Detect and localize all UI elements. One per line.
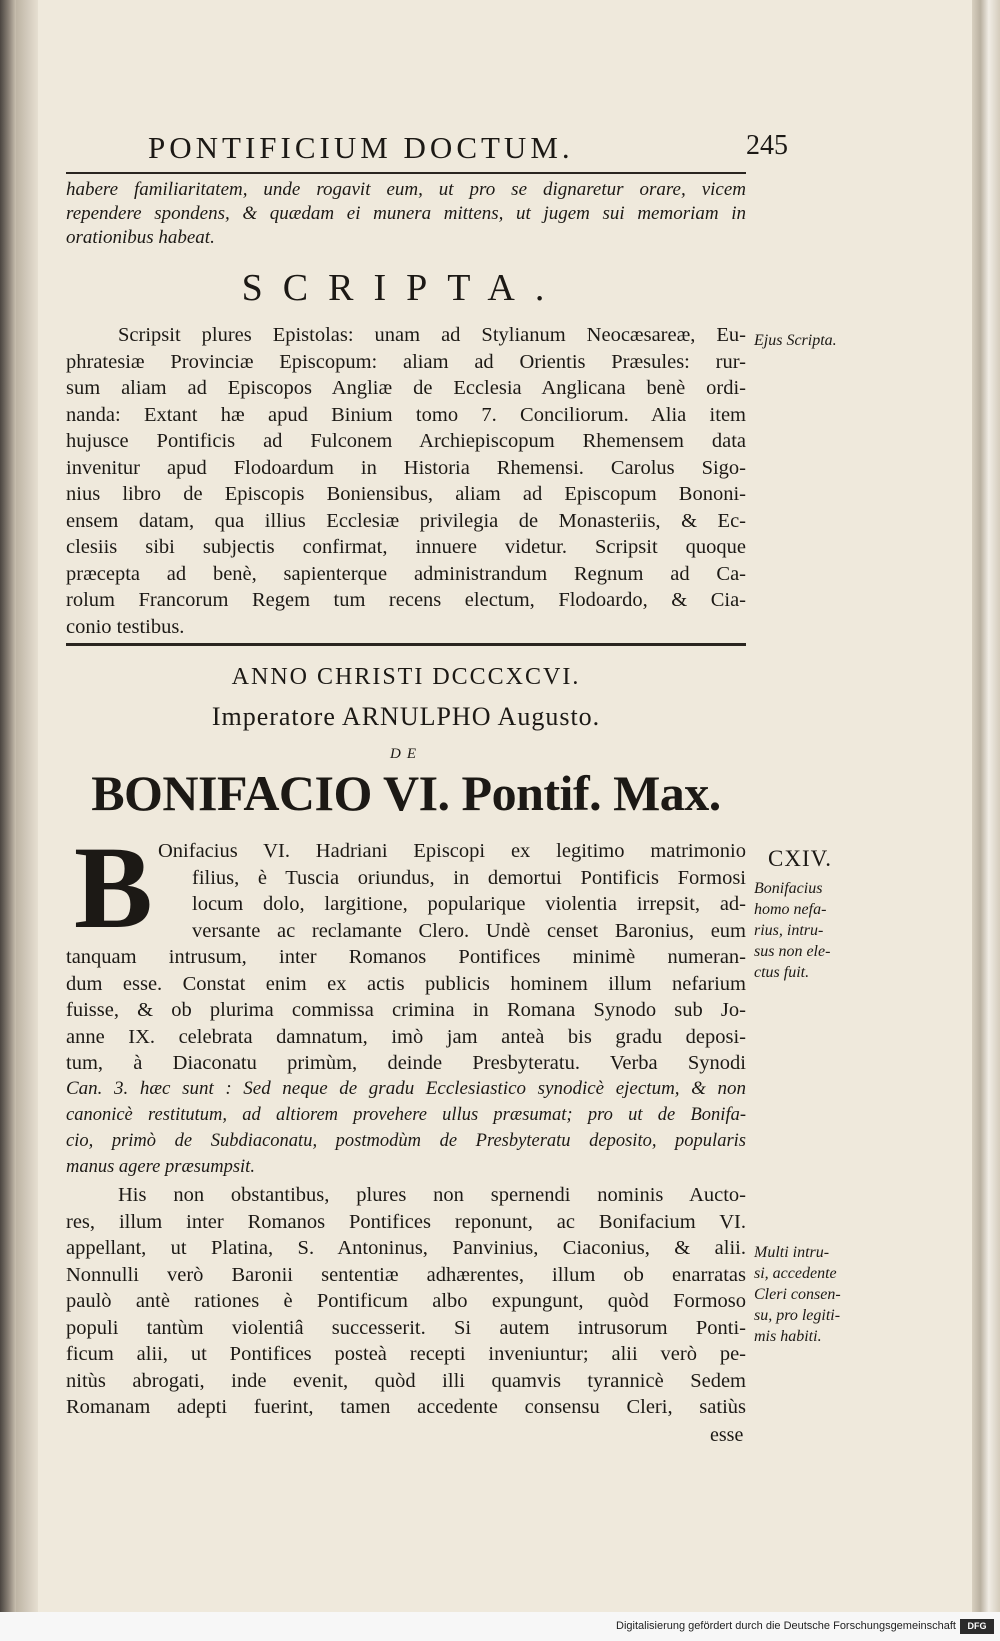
opening-line: versante ac reclamante Clero. Undè censet Baronius, eum	[192, 919, 746, 942]
sidenote-line: si, accedente	[754, 1265, 837, 1282]
scripta-line: nanda: Extant hæ apud Binium tomo 7. Conciliorum. Alia item	[66, 403, 746, 426]
sidenote-ejus-scripta: Ejus Scripta.	[754, 332, 837, 349]
body-line: populi tantùm violentiâ successerit. Si autem intrusorum Ponti-	[66, 1316, 746, 1339]
canon-line	[66, 1076, 746, 1103]
body-line: res, illum inter Romanos Pontifices reponunt, ac Bonifacium VI.	[66, 1210, 746, 1233]
body-line: Nonnulli verò Baronii sententiæ adhærentes, illum ob enarratas	[66, 1263, 746, 1286]
sidenote-multi-intrusi	[754, 1242, 884, 1347]
scripta-line: conio testibus.	[66, 615, 185, 638]
intro-paragraph	[66, 178, 746, 250]
intro-line: orationibus habeat.	[66, 227, 215, 248]
sidenote-line: sus non ele-	[754, 943, 831, 960]
sidenote-line: rius, intru-	[754, 922, 824, 939]
canon-quote-start: Sed neque de gradu Ecclesiastico synodicè ejectum, & non	[243, 1078, 747, 1099]
page-edges-right	[972, 0, 1000, 1612]
sidenote-line: Bonifacius	[754, 880, 823, 897]
sidenote-line: Cleri consen-	[754, 1286, 841, 1303]
scripta-line: rolum Francorum Regem tum recens electum, Flodoardo, & Cia-	[66, 589, 746, 611]
book-page	[38, 0, 972, 1612]
sidenote-line: homo nefa-	[754, 901, 827, 918]
scripta-heading: SCRIPTA.	[241, 267, 565, 309]
canon-label: Can. 3. hæc sunt :	[66, 1078, 232, 1099]
sidenote-line: mis habiti.	[754, 1328, 822, 1345]
sidenote-line: ctus fuit.	[754, 964, 810, 981]
opening-line: locum dolo, largitione, popularique violentia irrepsit, ad-	[192, 893, 746, 915]
page-number: 245	[746, 130, 788, 161]
running-title: PONTIFICIUM DOCTUM.	[148, 130, 574, 165]
footer-bar	[0, 1612, 1000, 1641]
sidenote-line: Multi intru-	[754, 1244, 830, 1261]
scripta-line: ensem datam, qua illius Ecclesiæ privilegia de Monasteriis, & Ec-	[66, 509, 746, 532]
body-line: His non obstantibus, plures non spernendi nominis Aucto-	[118, 1184, 746, 1206]
body-line: tum, à Diaconatu primùm, deinde Presbyteratu. Verba Synodi	[66, 1052, 746, 1074]
header-rule	[66, 172, 746, 174]
quote-line: cio, primò de Subdiaconatu, postmodùm de Presbyteratu deposito, popularis	[66, 1131, 746, 1151]
page-gutter	[16, 0, 38, 1641]
intro-line: habere familiaritatem, unde rogavit eum, ut pro se dignaretur orare, vicem	[66, 179, 746, 200]
quote-line: canonicè restitutum, ad altiorem provehere ullus præsumat; pro ut de Bonifa-	[66, 1105, 746, 1125]
paragraph-two	[66, 1182, 746, 1421]
body-line: appellant, ut Platina, S. Antoninus, Panvinius, Ciaconius, & alii.	[66, 1237, 746, 1259]
scripta-paragraph	[66, 322, 746, 640]
scripta-line: Scripsit plures Epistolas: unam ad Stylianum Neocæsareæ, Eu-	[118, 324, 746, 346]
body-line: tanquam intrusum, inter Romanos Pontifices minimè numeran-	[66, 946, 746, 968]
de-label: DE	[390, 746, 422, 762]
imperatore-line: Imperatore ARNULPHO Augusto.	[211, 702, 601, 731]
opening-lines	[158, 838, 746, 944]
canon-line-text	[66, 1076, 746, 1103]
margin-number: CXIV.	[768, 846, 833, 871]
section-rule	[66, 643, 746, 646]
body-line: fuisse, & ob plurima commissa crimina in Romana Synodo sub Jo-	[66, 999, 746, 1021]
body-line: ficum alii, ut Pontifices posteà recepti inveniuntur; alii verò pe-	[66, 1343, 746, 1365]
dfg-logo: DFG	[960, 1619, 994, 1634]
body-line: Romanam adepti fuerint, tamen accedente consensu Cleri, satiùs	[66, 1396, 746, 1418]
running-header	[148, 130, 788, 170]
body-line: nitùs abrogati, inde evenit, quòd illi quamvis tyrannicè Sedem	[66, 1369, 746, 1392]
scripta-line: sum aliam ad Episcopos Angliæ de Ecclesia Anglicana benè ordi-	[66, 377, 746, 399]
canon-quote	[66, 1102, 746, 1180]
paragraph-one	[66, 944, 746, 1077]
intro-line: rependere spondens, & quædam ei munera mittens, ut jugem sui memoriam in	[66, 203, 746, 224]
scripta-line: clesiis sibi subjectis confirmat, innuere videtur. Scripsit quoque	[66, 536, 746, 558]
funding-credit: Digitalisierung gefördert durch die Deutsche Forschungsgemeinschaft	[616, 1620, 956, 1632]
body-line: dum esse. Constat enim ex actis publicis hominem illum nefarium	[66, 972, 746, 995]
quote-line: manus agere præsumpsit.	[66, 1157, 255, 1177]
sidenote-bonifacius	[754, 878, 884, 983]
chapter-title: BONIFACIO VI. Pontif. Max.	[91, 765, 721, 821]
scripta-line: hujusce Pontificis ad Fulconem Archiepiscopum Rhemensem data	[66, 430, 746, 452]
scripta-line: nius libro de Episcopis Boniensibus, aliam ad Episcopum Bononi-	[66, 483, 746, 505]
drop-cap: B	[74, 822, 153, 953]
opening-line: filius, è Tuscia oriundus, in demortui Pontificis Formosi	[192, 866, 746, 889]
sidenote-line: su, pro legiti-	[754, 1307, 841, 1324]
body-line: anne IX. celebrata damnatum, imò jam anteà bis gradu deposi-	[66, 1025, 746, 1048]
anno-heading: ANNO CHRISTI DCCCXCVI.	[231, 664, 581, 690]
scripta-line: phratesiæ Provinciæ Episcopum: aliam ad Orientis Præsules: rur-	[66, 350, 746, 373]
opening-line: Onifacius VI. Hadriani Episcopi ex legitimo matrimonio	[158, 840, 746, 862]
scripta-line: præcepta ad benè, sapienterque administrandum Regnum ad Ca-	[66, 562, 746, 585]
book-left-edge	[0, 0, 16, 1641]
scripta-line: invenitur apud Flodoardum in Historia Rhemensi. Carolus Sigo-	[66, 456, 746, 479]
body-line: paulò antè rationes è Pontificum albo expungunt, quòd Formoso	[66, 1290, 746, 1312]
catchword: esse	[710, 1424, 744, 1446]
